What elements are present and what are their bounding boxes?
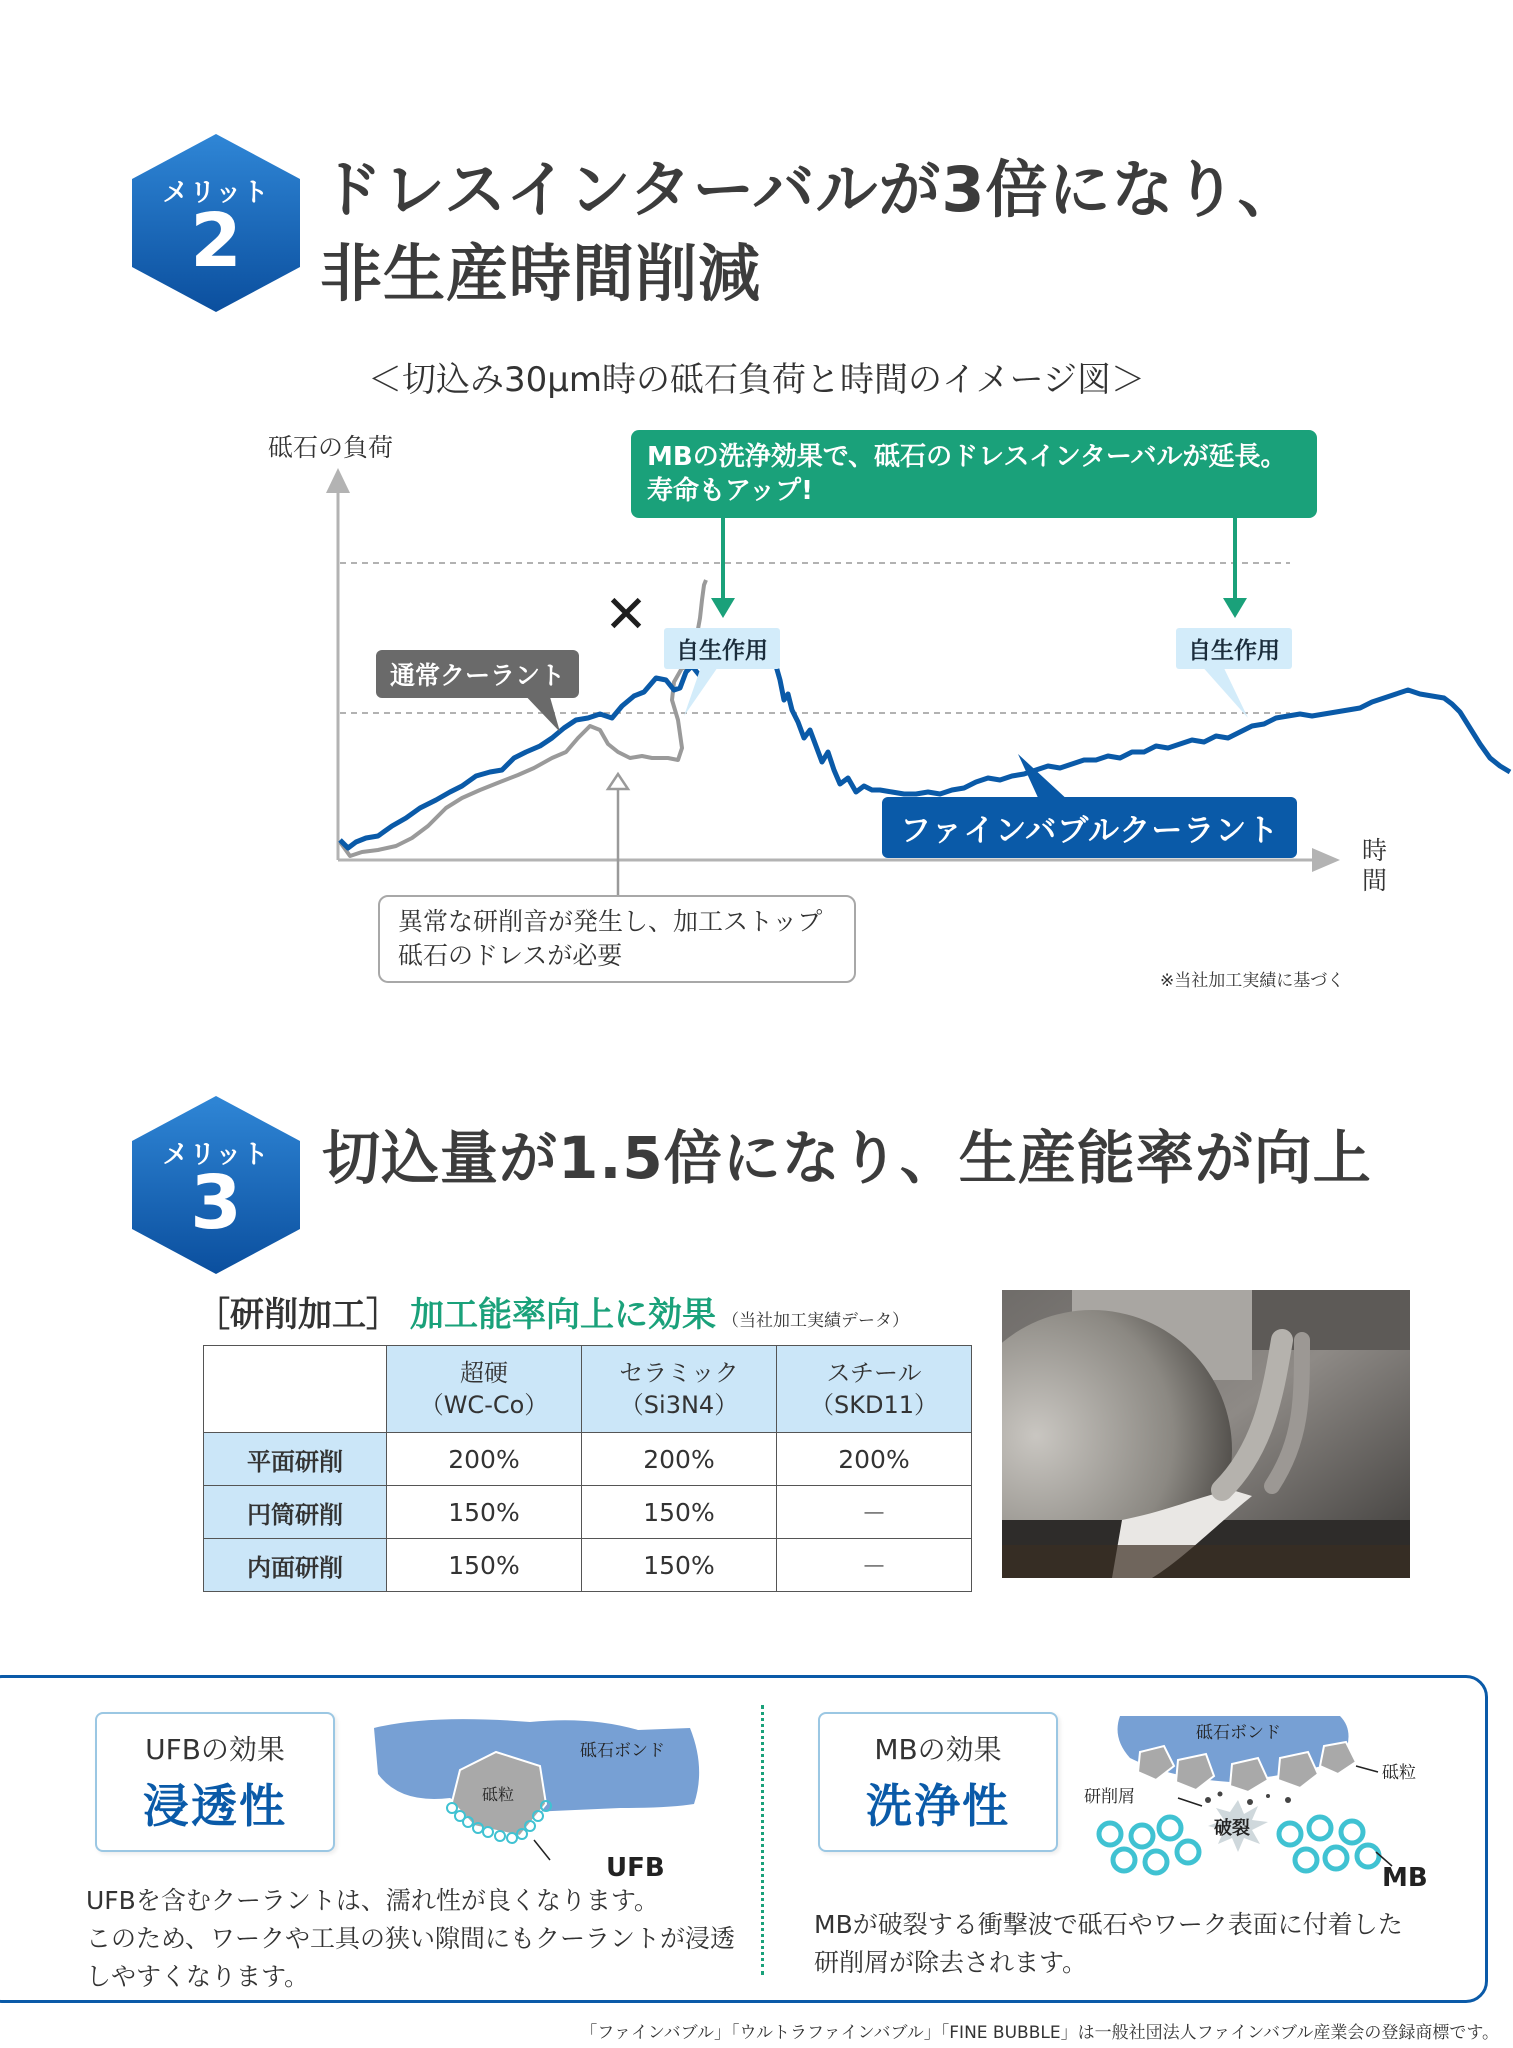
column-header: スチール （SKD11）	[777, 1346, 972, 1433]
trademark-footer: 「ファインバブル」「ウルトラファインバブル」「FINE BUBBLE」は一般社団法人ファインバブル産業会の登録商標です。	[580, 2023, 1499, 2043]
ufb-pointer-line	[534, 1840, 550, 1860]
ufb-label: UFB	[606, 1853, 665, 1883]
chips-pointer-line	[1178, 1798, 1202, 1806]
row-header: 平面研削	[204, 1433, 387, 1486]
chips-label: 研削屑	[1084, 1787, 1135, 1807]
mb-effect-callout	[631, 430, 1317, 518]
badge-number: 2	[190, 198, 242, 284]
table-cell: －	[777, 1486, 972, 1539]
callout-line-1: MBの洗浄効果で、砥石のドレスインターバルが延長。	[647, 442, 1287, 472]
ufb-effect-box	[95, 1712, 335, 1852]
table-row	[204, 1486, 972, 1539]
row-header: 内面研削	[204, 1539, 387, 1592]
column-header: 超硬 （WC-Co）	[387, 1346, 582, 1433]
chart-footnote: ※当社加工実績に基づく	[1160, 971, 1345, 991]
normal-coolant-curve	[340, 580, 706, 856]
ufb-desc-line-3: しやすくなります。	[86, 1962, 310, 1991]
heading-line-2: 非生産時間削減	[320, 237, 762, 310]
ufb-description	[86, 1882, 735, 1996]
x-axis-label-1: 時	[1362, 836, 1388, 865]
mb-desc-line-1: MBが破裂する衝撃波で砥石やワーク表面に付着した	[814, 1910, 1403, 1939]
merit-3-badge	[130, 1094, 302, 1276]
x-axis-arrow-icon	[1312, 848, 1340, 872]
self-action-pointer-2	[1200, 664, 1248, 718]
heading-line-1: ドレスインターバルが3倍になり、	[320, 153, 1301, 226]
mb-box-effect: 洗浄性	[866, 1779, 1010, 1833]
grain-pointer-line	[1356, 1766, 1378, 1772]
badge-label: メリット	[162, 178, 270, 208]
grinding-machine-photo	[1002, 1290, 1410, 1578]
table-cell: 150%	[387, 1539, 582, 1592]
ufb-box-title: UFBの効果	[145, 1733, 285, 1766]
self-action-label-2: 自生作用	[1176, 628, 1292, 669]
x-axis-label	[1362, 836, 1387, 896]
badge-number: 3	[190, 1160, 242, 1246]
grain-label: 砥粒	[482, 1785, 515, 1804]
ufb-box-effect: 浸透性	[143, 1779, 287, 1833]
normal-coolant-label: 通常クーラント	[376, 650, 579, 698]
ufb-desc-line-2: このため、ワークや工具の狭い隙間にもクーラントが浸透	[86, 1924, 736, 1953]
mb-effect-box	[818, 1712, 1058, 1852]
note-arrow-head-icon	[608, 774, 628, 789]
mb-label: MB	[1382, 1863, 1428, 1892]
green-arrow-head-1-icon	[711, 598, 735, 618]
green-arrow-head-2-icon	[1223, 598, 1247, 618]
ufb-diagram	[370, 1708, 710, 1886]
title-note: （当社加工実績データ）	[722, 1311, 909, 1331]
column-header: セラミック （Si3N4）	[582, 1346, 777, 1433]
fine-bubble-label: ファインバブルクーラント	[882, 797, 1297, 858]
bond-label: 砥石ボンド	[1196, 1723, 1281, 1743]
abnormal-note-box	[378, 895, 856, 983]
grinding-efficiency-table	[203, 1345, 972, 1592]
table-cell: 200%	[582, 1433, 777, 1486]
panel-divider	[761, 1705, 764, 1975]
fine-bubble-pointer	[1018, 754, 1070, 802]
corner-cell	[204, 1346, 387, 1433]
merit-3-heading: 切込量が1.5倍になり、生産能率が向上	[322, 1124, 1372, 1192]
table-cell: 200%	[777, 1433, 972, 1486]
chart-title: ＜切込み30μm時の砥石負荷と時間のイメージ図＞	[368, 360, 1145, 400]
self-action-label-1: 自生作用	[664, 628, 780, 669]
row-header: 円筒研削	[204, 1486, 387, 1539]
x-axis-label-2: 間	[1362, 866, 1388, 895]
table-cell: 200%	[387, 1433, 582, 1486]
badge-label: メリット	[162, 1140, 270, 1170]
table-row	[204, 1539, 972, 1592]
table-header-row	[204, 1346, 972, 1433]
mb-description	[814, 1906, 1403, 1982]
ufb-desc-line-1: UFBを含むクーラントは、濡れ性が良くなります。	[86, 1886, 659, 1915]
stop-mark-icon: ✕	[604, 585, 648, 645]
mb-desc-line-2: 研削屑が除去されます。	[814, 1948, 1088, 1977]
table-row	[204, 1433, 972, 1486]
note-line-2: 砥石のドレスが必要	[398, 941, 623, 970]
table-cell: 150%	[582, 1539, 777, 1592]
y-axis-arrow-icon	[326, 468, 350, 493]
grain-label: 砥粒	[1382, 1763, 1416, 1783]
mb-diagram	[1080, 1702, 1440, 1892]
note-line-1: 異常な研削音が発生し、加工ストップ	[398, 907, 823, 936]
table-cell: －	[777, 1539, 972, 1592]
table-cell: 150%	[387, 1486, 582, 1539]
callout-line-2: 寿命もアップ!	[647, 476, 814, 506]
y-axis-label: 砥石の負荷	[268, 433, 394, 462]
table-cell: 150%	[582, 1486, 777, 1539]
title-bracket: ［研削加工］	[196, 1295, 400, 1335]
burst-label: 破裂	[1214, 1818, 1250, 1839]
bond-label: 砥石ボンド	[580, 1741, 665, 1761]
title-green: 加工能率向上に効果	[410, 1295, 716, 1335]
table-title	[196, 1287, 909, 1336]
mb-box-title: MBの効果	[874, 1733, 1002, 1766]
